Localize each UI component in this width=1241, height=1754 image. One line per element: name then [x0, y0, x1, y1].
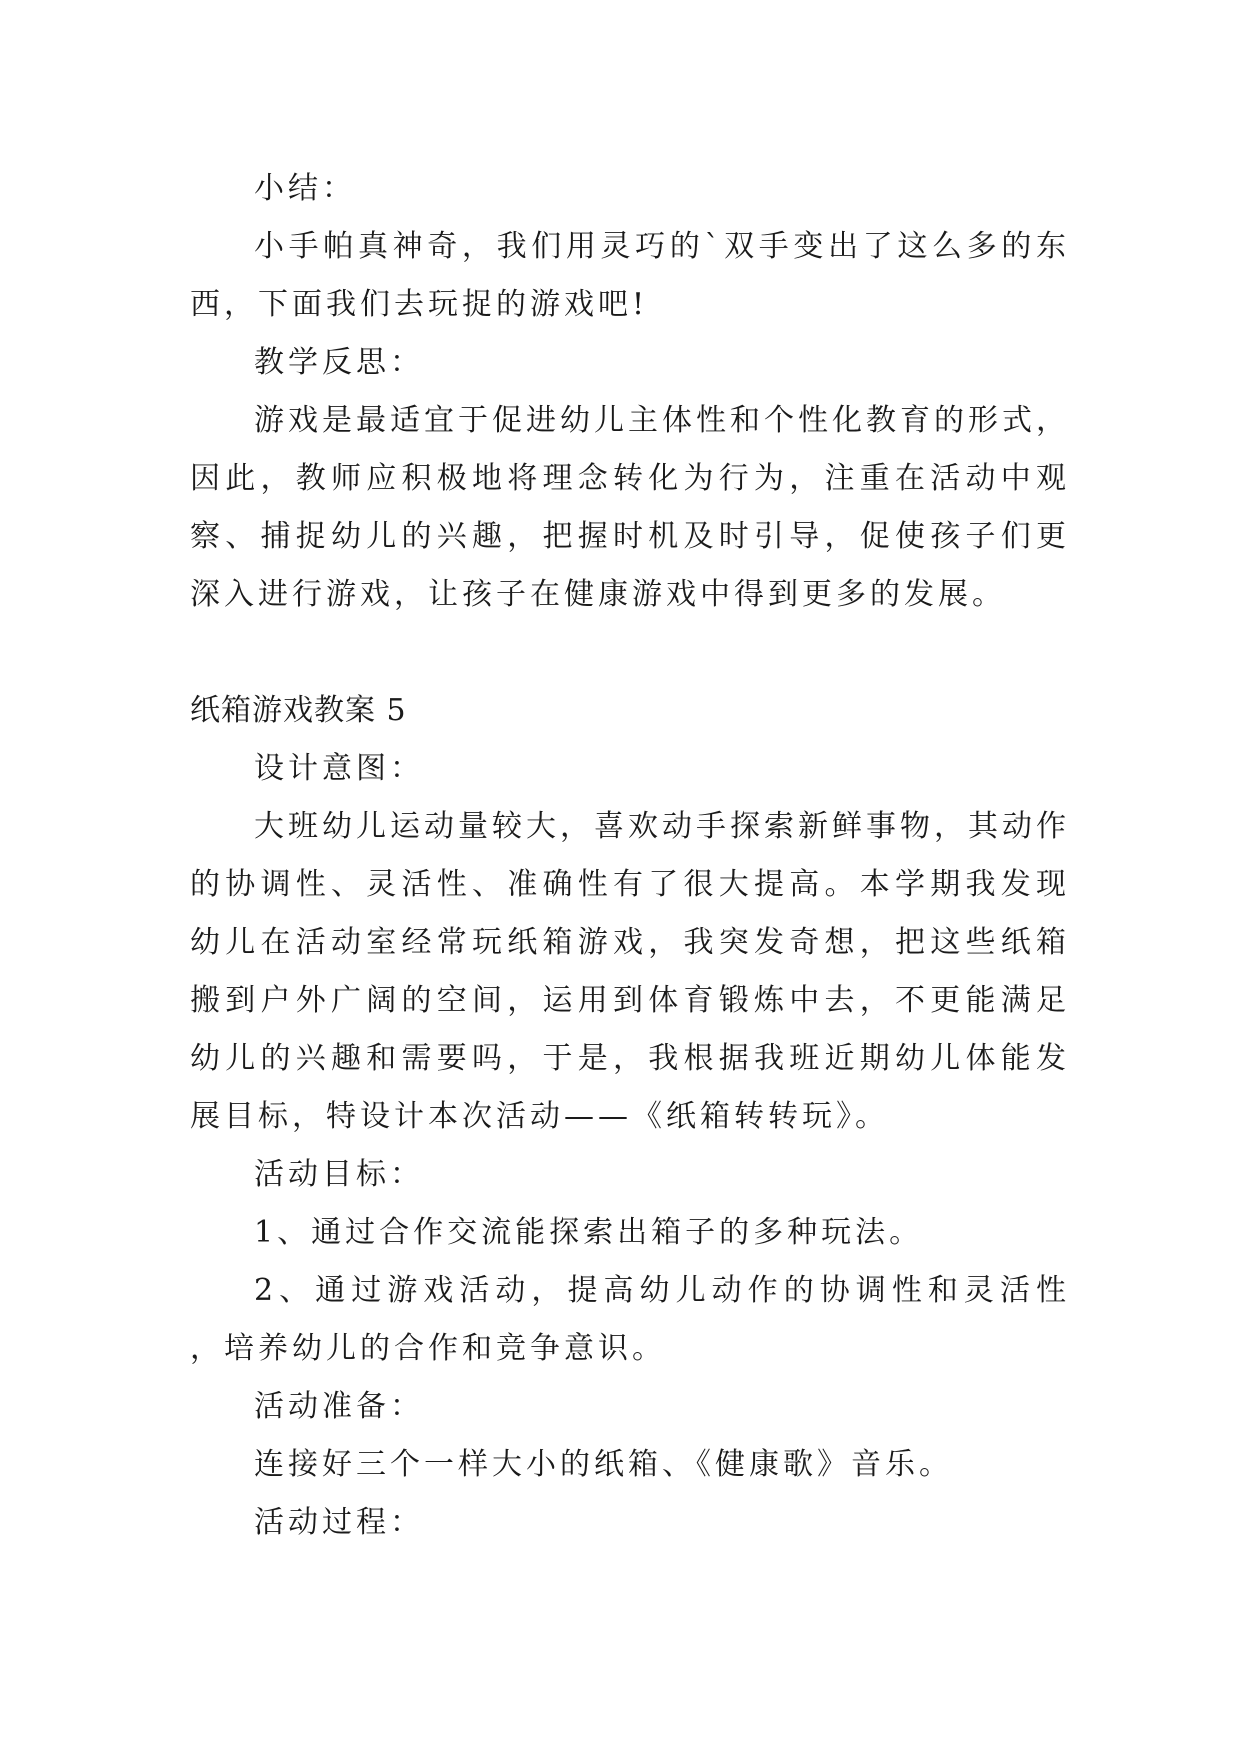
preparation-heading: 活动准备：	[254, 1389, 424, 1424]
summary-text: 小手帕真神奇，我们用灵巧的`双手变出了这么多的东西，下面我们去玩捉的游戏吧!	[190, 229, 1070, 322]
summary-heading: 小结：	[254, 171, 356, 206]
section-title: 纸箱游戏教案 5	[190, 693, 407, 728]
preparation-text: 连接好三个一样大小的纸箱、《健康歌》音乐。	[254, 1447, 953, 1482]
reflection-heading: 教学反思：	[254, 345, 424, 380]
goals-heading: 活动目标：	[254, 1157, 424, 1192]
goal-item-1: 1、通过合作交流能探索出箱子的多种玩法。	[254, 1215, 924, 1250]
document-body	[190, 160, 1070, 1552]
design-intent-heading: 设计意图：	[254, 751, 424, 786]
goal-item-2: 2、通过游戏活动，提高幼儿动作的协调性和灵活性 ，培养幼儿的合作和竞争意识。	[190, 1273, 1070, 1366]
design-intent-text: 大班幼儿运动量较大，喜欢动手探索新鲜事物，其动作的协调性、灵活性、准确性有了很大提高。本学期我发现幼儿在活动室经常玩纸箱游戏，我突发奇想，把这些纸箱搬到户外广阔的空间，运用到体育锻炼中去，不更能满足幼儿的兴趣和需要吗，于是，我根据我班近期幼儿体能发展目标，特设计本次活动——《纸箱转转玩》。	[190, 809, 1070, 1134]
section-spacer	[190, 624, 1070, 682]
process-heading: 活动过程：	[254, 1505, 424, 1540]
reflection-text: 游戏是最适宜于促进幼儿主体性和个性化教育的形式，因此，教师应积极地将理念转化为行为，注重在活动中观察、捕捉幼儿的兴趣，把握时机及时引导，促使孩子们更深入进行游戏，让孩子在健康游戏中得到更多的发展。	[190, 403, 1070, 612]
